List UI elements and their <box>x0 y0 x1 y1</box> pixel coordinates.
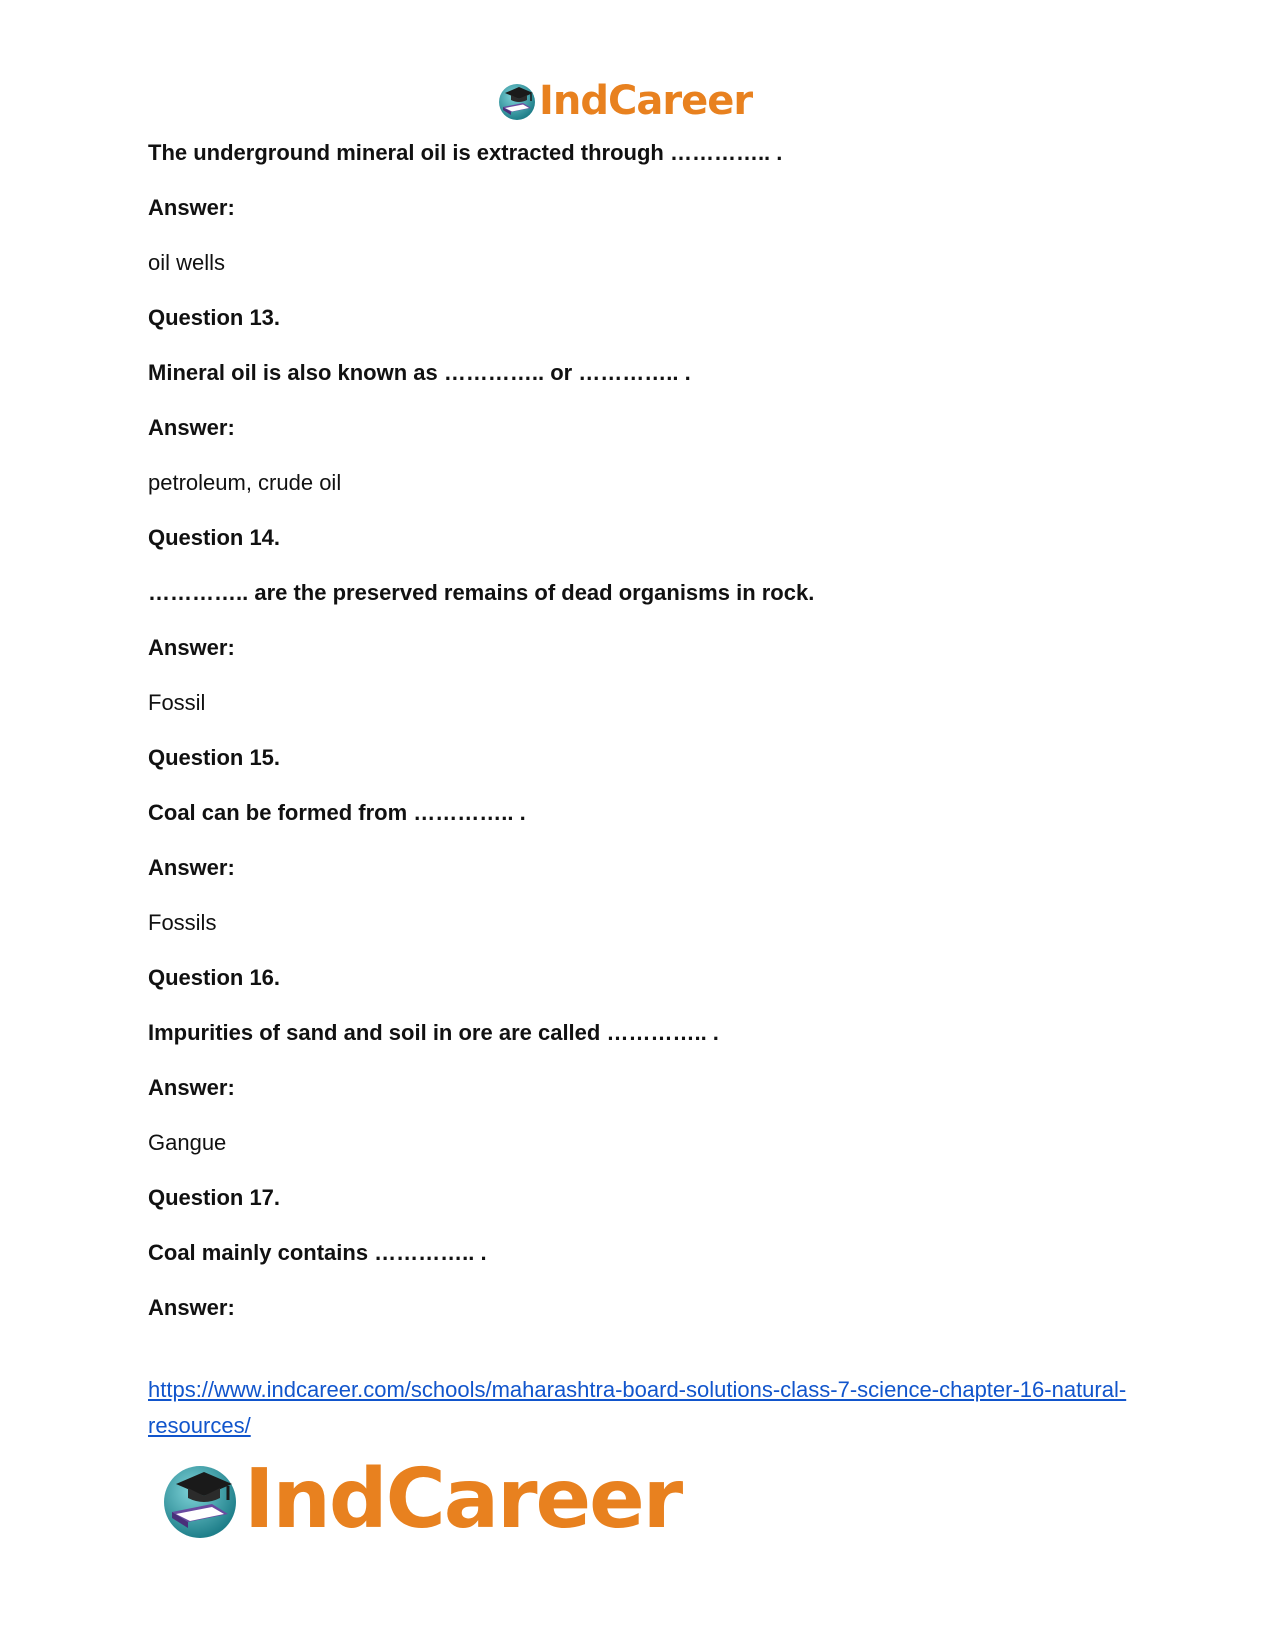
question-16-text: Impurities of sand and soil in ore are called ………….. . <box>148 1020 719 1045</box>
header-logo-text: IndCareer <box>539 78 753 124</box>
footer-logo <box>160 1452 682 1547</box>
graduation-cap-book-globe-icon <box>160 1460 240 1540</box>
question-13-heading: Question 13. <box>148 305 281 330</box>
answer-label: Answer: <box>148 1295 235 1320</box>
question-13-text: Mineral oil is also known as ………….. or ………….. . <box>148 360 691 385</box>
answer-label: Answer: <box>148 195 235 220</box>
answer-label: Answer: <box>148 635 235 660</box>
question-16-heading: Question 16. <box>148 965 281 990</box>
question-17-heading: Question 17. <box>148 1185 281 1210</box>
question-14-text: ………….. are the preserved remains of dead organisms in rock. <box>148 580 815 605</box>
question-12-text: The underground mineral oil is extracted through ………….. . <box>148 140 783 165</box>
header-logo <box>497 76 752 126</box>
answer-16-value: Gangue <box>148 1130 227 1155</box>
question-15-text: Coal can be formed from ………….. . <box>148 800 526 825</box>
question-15-heading: Question 15. <box>148 745 281 770</box>
answer-13-value: petroleum, crude oil <box>148 470 342 495</box>
footer-source-link[interactable]: https://www.indcareer.com/schools/maharashtra-board-solutions-class-7-science-chapter-16-natural-resources/ <box>148 1377 1127 1438</box>
answer-label: Answer: <box>148 855 235 880</box>
question-14-heading: Question 14. <box>148 525 281 550</box>
graduation-cap-book-globe-icon <box>497 81 537 121</box>
answer-label: Answer: <box>148 415 235 440</box>
question-17-text: Coal mainly contains ………….. . <box>148 1240 487 1265</box>
answer-label: Answer: <box>148 1075 235 1100</box>
document-body <box>148 140 1138 1350</box>
answer-12-value: oil wells <box>148 250 226 275</box>
answer-15-value: Fossils <box>148 910 217 935</box>
footer-logo-text: IndCareer <box>244 1452 682 1547</box>
answer-14-value: Fossil <box>148 690 206 715</box>
